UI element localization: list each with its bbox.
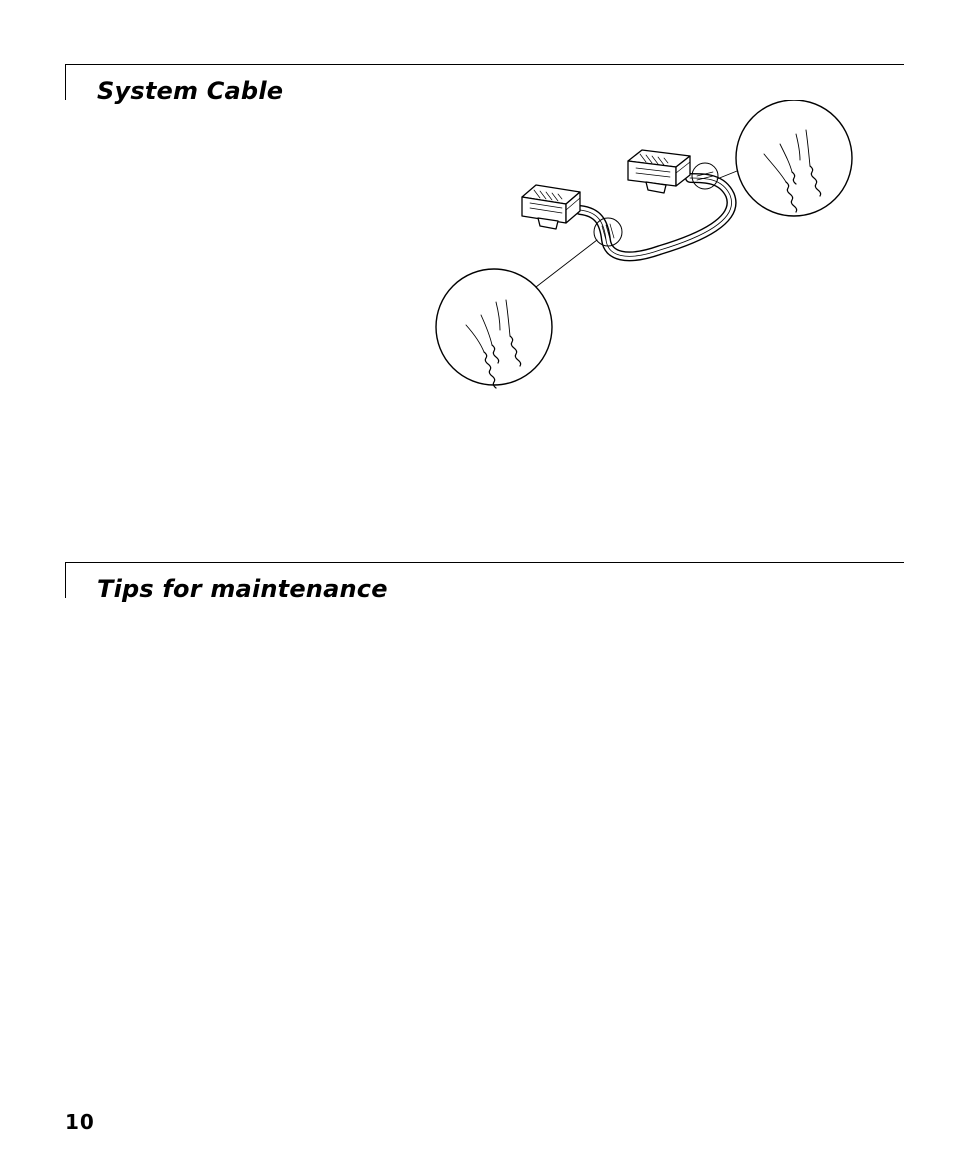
magnified-detail-left — [436, 269, 552, 388]
system-cable-illustration — [420, 100, 860, 390]
callout-line-left — [536, 240, 597, 287]
section-title-system-cable: System Cable — [97, 77, 284, 105]
page-number: 10 — [65, 1110, 95, 1134]
connector-right — [628, 150, 690, 193]
section-title-tips-for-maintenance: Tips for maintenance — [97, 575, 388, 603]
magnified-detail-right — [736, 100, 852, 216]
connector-left — [522, 185, 580, 229]
